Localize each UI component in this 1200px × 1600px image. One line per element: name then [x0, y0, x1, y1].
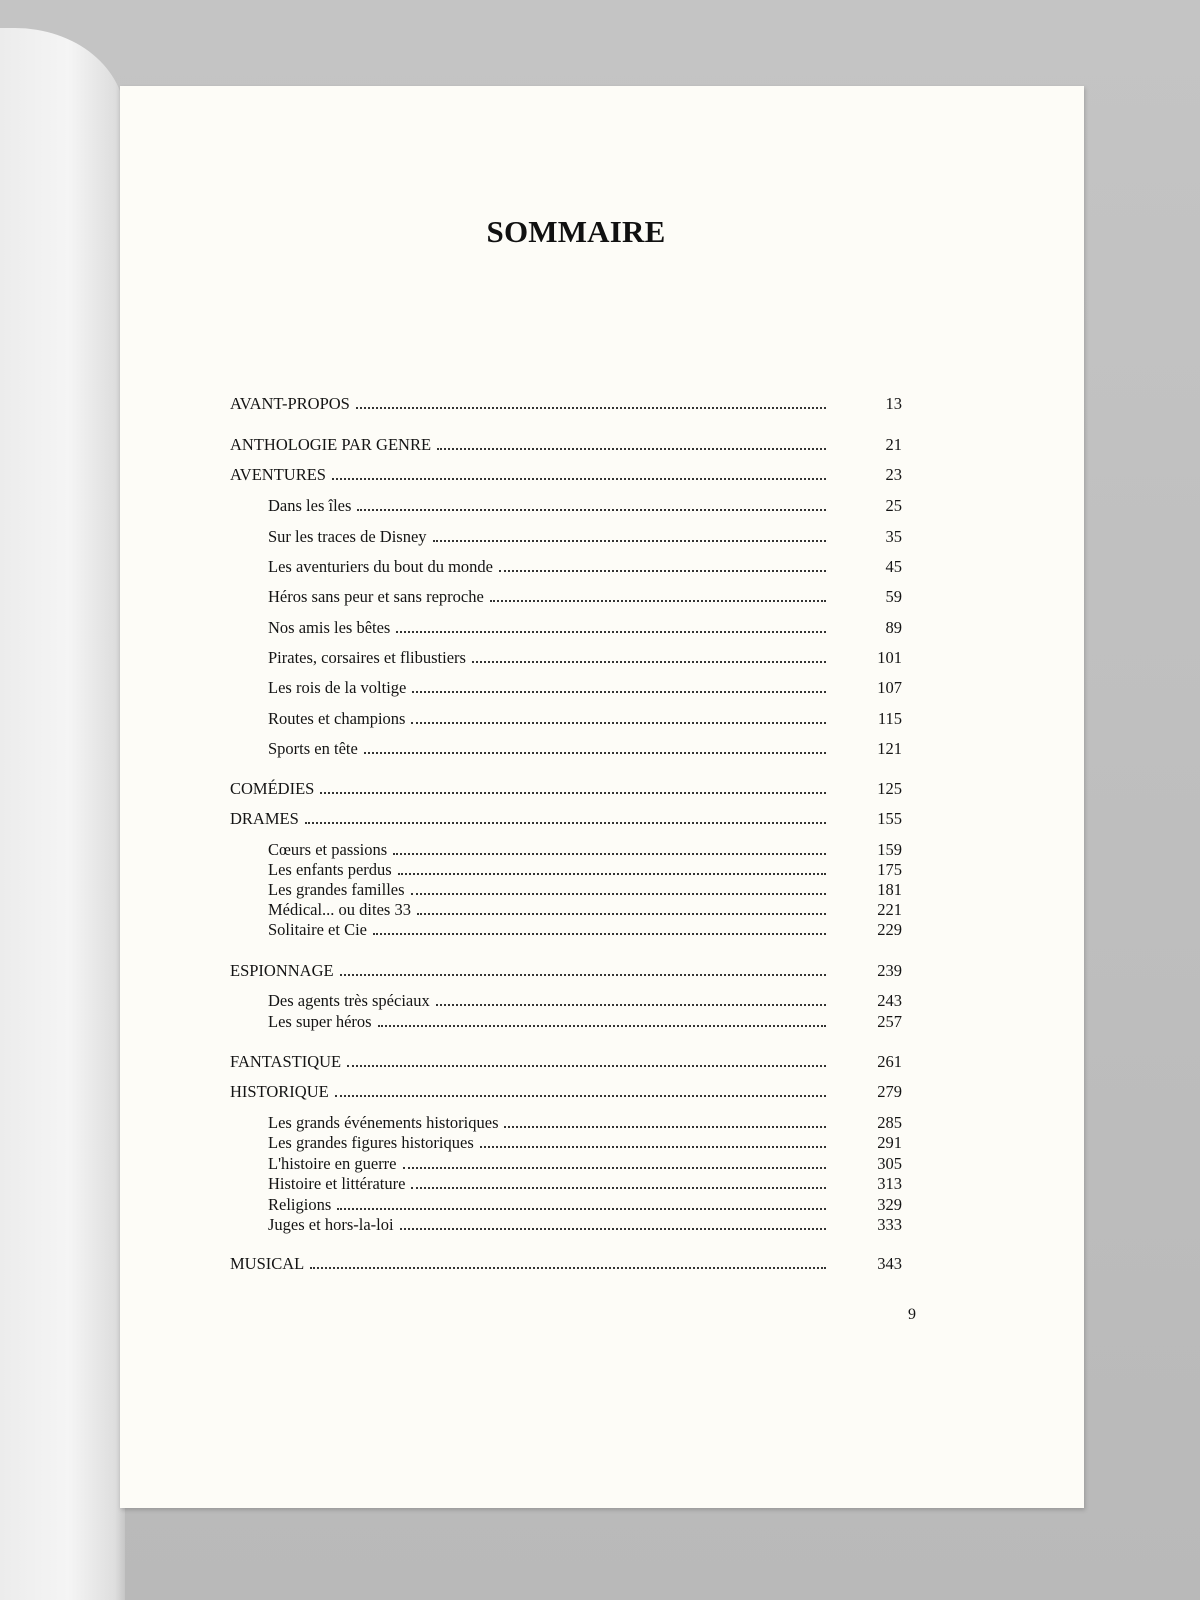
toc-entry-page: 343 — [877, 1254, 902, 1273]
toc-entry-label: HISTORIQUE — [230, 1082, 329, 1101]
toc-entry-label: MUSICAL — [230, 1254, 305, 1273]
toc-entry-page: 333 — [877, 1215, 902, 1234]
toc-entry — [230, 1250, 902, 1274]
toc-entry — [230, 390, 902, 414]
toc-entry — [268, 492, 902, 516]
dot-leader — [499, 552, 826, 572]
dot-leader — [378, 1007, 826, 1027]
toc-entry-page: 21 — [885, 435, 902, 454]
dot-leader — [393, 835, 826, 855]
toc-entry-page: 221 — [877, 900, 902, 919]
toc-entry-page: 285 — [877, 1113, 902, 1132]
toc-entry-page: 239 — [877, 961, 902, 980]
toc-entry-label: Religions — [268, 1195, 332, 1214]
toc-entry-page: 107 — [877, 678, 902, 697]
dot-leader — [332, 460, 826, 480]
toc-entry — [268, 1211, 902, 1235]
toc-entry — [230, 1048, 902, 1072]
toc-entry — [268, 705, 902, 729]
toc-entry-label: AVANT-PROPOS — [230, 394, 350, 413]
toc-entry-label: Dans les îles — [268, 496, 352, 515]
dot-leader — [347, 1047, 826, 1067]
toc-entry-page: 115 — [877, 709, 902, 728]
toc-entry-label: COMÉDIES — [230, 779, 315, 798]
toc-entry-page: 45 — [885, 557, 902, 576]
toc-entry-label: DRAMES — [230, 809, 299, 828]
toc-entry-label: Cœurs et passions — [268, 840, 388, 859]
toc-entry-page: 291 — [877, 1133, 902, 1152]
toc-entry-label: Héros sans peur et sans reproche — [268, 587, 484, 606]
dot-leader — [400, 1210, 826, 1230]
dot-leader — [480, 1128, 826, 1148]
toc-entry-label: Juges et hors-la-loi — [268, 1215, 394, 1234]
dot-leader — [472, 643, 826, 663]
dot-leader — [437, 430, 826, 450]
toc-entry-label: Sur les traces de Disney — [268, 527, 427, 546]
toc-entry-page: 155 — [877, 809, 902, 828]
dot-leader — [396, 613, 826, 633]
toc-entry-page: 313 — [877, 1174, 902, 1193]
toc-entry — [268, 674, 902, 698]
dot-leader — [490, 582, 826, 602]
toc-entry — [268, 644, 902, 668]
toc-entry-page: 261 — [877, 1052, 902, 1071]
toc-entry-page: 305 — [877, 1154, 902, 1173]
toc-entry-page: 243 — [877, 991, 902, 1010]
dot-leader — [398, 855, 826, 875]
dot-leader — [504, 1108, 826, 1128]
dot-leader — [310, 1249, 826, 1269]
toc-entry — [268, 735, 902, 759]
dot-leader — [436, 986, 826, 1006]
toc-entry — [268, 583, 902, 607]
toc-entry-label: L'histoire en guerre — [268, 1154, 397, 1173]
dot-leader — [433, 522, 826, 542]
toc-entry-label: Les grandes figures historiques — [268, 1133, 474, 1152]
toc-entry-page: 181 — [877, 880, 902, 899]
toc-entry-page: 125 — [877, 779, 902, 798]
toc-entry-label: Histoire et littérature — [268, 1174, 406, 1193]
toc-entry — [268, 614, 902, 638]
dot-leader — [411, 1169, 826, 1189]
dot-leader — [320, 774, 826, 794]
toc-entry — [268, 553, 902, 577]
toc-entry — [230, 805, 902, 829]
toc-entry-label: Les rois de la voltige — [268, 678, 407, 697]
toc-entry — [230, 1078, 902, 1102]
toc-entry-page: 257 — [877, 1012, 902, 1031]
toc-entry-label: Les aventuriers du bout du monde — [268, 557, 493, 576]
toc-entry-label: ANTHOLOGIE PAR GENRE — [230, 435, 432, 454]
toc-entry-page: 59 — [885, 587, 902, 606]
page-title: SOMMAIRE — [486, 214, 666, 249]
toc-entry — [268, 523, 902, 547]
dot-leader — [337, 1190, 826, 1210]
toc-entry-page: 121 — [877, 739, 902, 758]
toc-entry-label: Les enfants perdus — [268, 860, 392, 879]
toc-entry — [268, 1008, 902, 1032]
toc-entry-page: 13 — [885, 394, 902, 413]
dot-leader — [411, 704, 826, 724]
dot-leader — [373, 915, 826, 935]
dot-leader — [357, 491, 826, 511]
dot-leader — [417, 895, 826, 915]
toc-entry — [268, 916, 902, 940]
toc-entry-label: Pirates, corsaires et flibustiers — [268, 648, 466, 667]
dot-leader — [356, 389, 826, 409]
toc-entry-page: 25 — [885, 496, 902, 515]
toc-entry — [230, 957, 902, 981]
toc-entry-page: 35 — [885, 527, 902, 546]
dot-leader — [412, 673, 826, 693]
dot-leader — [403, 1149, 826, 1169]
toc-entry-label: Solitaire et Cie — [268, 920, 367, 939]
toc-entry — [230, 461, 902, 485]
toc-entry-label: Médical... ou dites 33 — [268, 900, 411, 919]
toc-entry-page: 175 — [877, 860, 902, 879]
toc-entry-page: 279 — [877, 1082, 902, 1101]
dot-leader — [411, 875, 826, 895]
dot-leader — [305, 804, 826, 824]
toc-entry-label: Sports en tête — [268, 739, 358, 758]
toc-entry-label: FANTASTIQUE — [230, 1052, 342, 1071]
toc-entry-label: Nos amis les bêtes — [268, 618, 391, 637]
dot-leader — [364, 734, 826, 754]
toc-entry-label: Les grands événements historiques — [268, 1113, 499, 1132]
toc-entry — [230, 775, 902, 799]
toc-entry-label: Les grandes familles — [268, 880, 405, 899]
toc-entry — [230, 431, 902, 455]
toc-entry-page: 159 — [877, 840, 902, 859]
toc-entry-page: 23 — [885, 465, 902, 484]
toc-entry-label: Les super héros — [268, 1012, 372, 1031]
dot-leader — [335, 1077, 826, 1097]
toc-entry-label: ESPIONNAGE — [230, 961, 334, 980]
toc-entry-label: Des agents très spéciaux — [268, 991, 430, 1010]
toc-entry-page: 89 — [885, 618, 902, 637]
dot-leader — [340, 956, 826, 976]
toc-entry-page: 329 — [877, 1195, 902, 1214]
toc-entry-label: Routes et champions — [268, 709, 406, 728]
toc-entry-label: AVENTURES — [230, 465, 326, 484]
toc-entry-page: 229 — [877, 920, 902, 939]
toc-entry-page: 101 — [877, 648, 902, 667]
page-number: 9 — [908, 1306, 916, 1323]
